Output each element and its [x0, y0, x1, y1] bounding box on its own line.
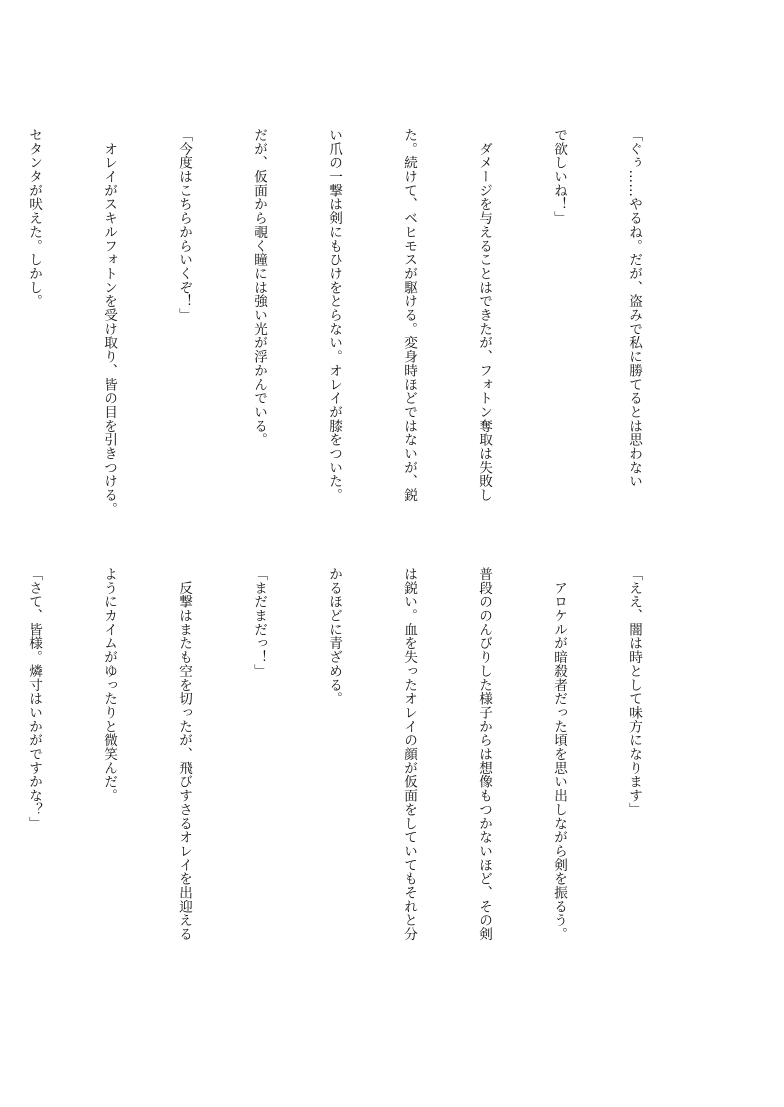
text-line: 「今度はこちらからいくぞ！」	[176, 128, 192, 322]
text-line: 反撃はまたも空を切ったが、飛びすさるオレイを出迎える	[176, 567, 192, 941]
text-line: セタンタが吠えた。しかし。	[26, 128, 42, 309]
lower-text-block	[26, 567, 696, 987]
text-line: は鋭い。血を失ったオレイの顔が仮面をしていてもそれと分	[401, 567, 417, 941]
text-line: 「さて、皆様。燐寸はいかがですかな？」	[26, 567, 42, 831]
text-line: 「まだまだっ！」	[251, 567, 267, 678]
text-line: ダメージを与えることはできたが、フォトン奪取は失敗し	[476, 128, 492, 502]
text-line: ようにカイムがゆったりと微笑んだ。	[101, 567, 117, 803]
upper-text-block	[26, 128, 696, 548]
text-line: オレイがスキルフォトンを受け取り、皆の目を引きつける。	[101, 128, 117, 516]
text-line: アロケルが暗殺者だった頃を思い出しながら剣を振るう。	[551, 567, 567, 941]
text-line: 「ええ、闇は時として味方になります」	[626, 567, 642, 817]
text-line: だが、仮面から覗く瞳には強い光が浮かんでいる。	[251, 128, 267, 447]
text-line: 「ぐぅ……やるね。だが、盗みで私に勝てるとは思わない	[626, 128, 642, 489]
text-line: た。続けて、ベヒモスが駆ける。変身時ほどではないが、鋭	[401, 128, 417, 502]
text-line: 普段ののんびりした様子からは想像もつかないほど、その剣	[476, 567, 492, 941]
text-line: い爪の一撃は剣にもひけをとらない。オレイが膝をついた。	[326, 128, 342, 502]
text-line: かるほどに青ざめる。	[326, 567, 342, 706]
text-line: で欲しいね！」	[551, 128, 567, 225]
